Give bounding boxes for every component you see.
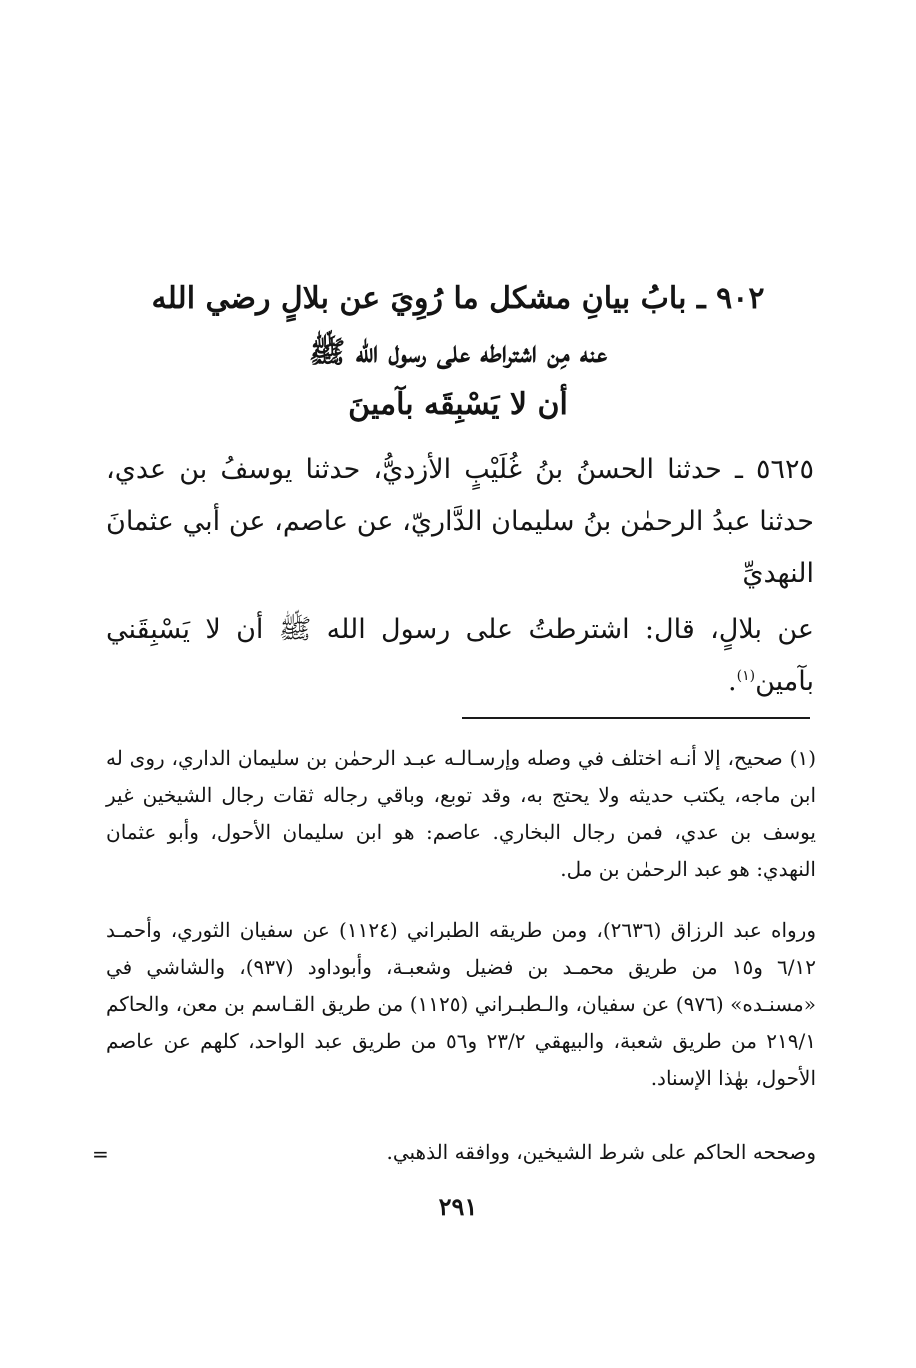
footnote-1-sources: ورواه عبد الرزاق (٢٦٣٦)، ومن طريقه الطبراني (١١٢٤) عن سفيان الثوري، وأحمـد ٦/١٢ و١٥ من طريق محمـد بن فضيل وشعبـة، وأبوداود (٩٣٧)، والشاشي في «مسنـده» (٩٧٦) عن سفيان، والـطبـراني (١١٢٥) من طريق القـاسم بن معن، والحاكم ٢١٩/١ من طريق شعبة، والبيهقي ٢٣/٢ و٥٦ من طريق عبد الواحد، كلهم عن عاصم الأحول، بهٰذا الإسناد. [106, 918, 817, 1090]
page-number: ٢٩١ [438, 1192, 478, 1221]
hadith-matn [106, 604, 814, 708]
chapter-title-line-1: ٩٠٢ ـ بابُ بيانِ مشكل ما رُوِيَ عن بلالٍ رضي الله [151, 281, 765, 316]
footnote-marker[interactable]: (١) [736, 668, 756, 684]
hadith-isnad: ٥٦٢٥ ـ حدثنا الحسنُ بنُ غُلَيْبٍ الأزديُّ، حدثنا يوسفُ بن عدي، حدثنا عبدُ الرحمٰن بنُ سليمان الدَّاريّ، عن عاصم، عن أبي عثمانَ النهديِّ [106, 454, 814, 589]
continuation-mark: = [92, 1142, 109, 1166]
chapter-title-line-2: عنه مِن اشتراطه على رسول الله ﷺ [308, 335, 608, 370]
footnote-1-grading: وصححه الحاكم على شرط الشيخين، ووافقه الذهبي. [386, 1140, 816, 1164]
hadith-matn-text: عن بلالٍ، قال: اشترطتُ على رسول الله ﷺ أن لا يَسْبِقَني بآمين [106, 614, 814, 697]
footnote-1: (١) صحيح، إلا أنـه اختلف في وصله وإرسـالـه عبـد الرحمٰن بن سليمان الداري، روى له ابن ماجه، يكتب حديثه ولا يحتج به، وقد توبع، وباقي رجاله ثقات رجال الشيخين غير يوسف بن عدي، فمن رجال البخاري. عاصم: هو ابن سليمان الأحول، وأبو عثمان النهدي: هو عبد الرحمٰن بن مل. [106, 746, 816, 881]
chapter-title-line-3: أن لا يَسْبِقَه بآمينَ [348, 387, 568, 422]
hadith-matn-end: . [728, 666, 737, 697]
footnote-separator [462, 717, 810, 719]
